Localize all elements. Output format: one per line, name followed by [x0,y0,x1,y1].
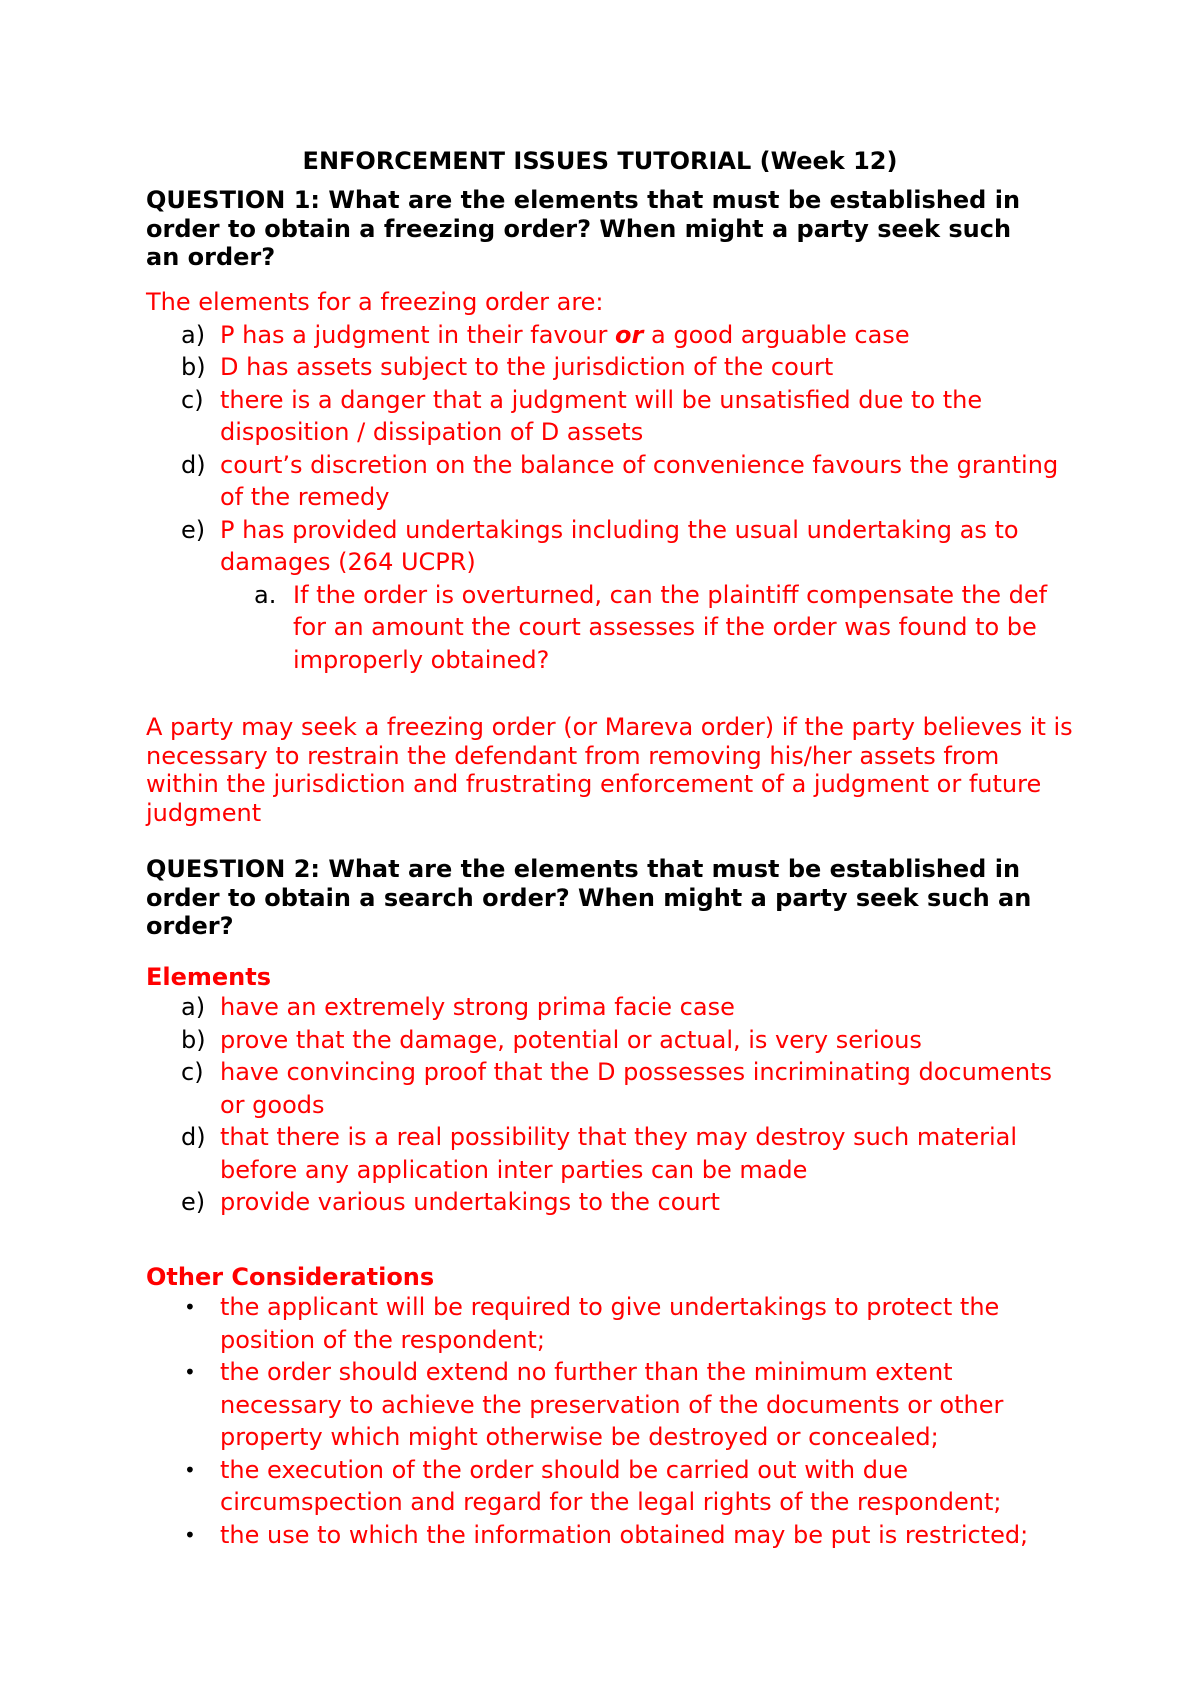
bullet-item-text: the applicant will be required to give undertakings to protect the position of the respondent; [220,1293,1000,1354]
bullet-item-text: the execution of the order should be carried out with due circumspection and regard for the legal rights of the respondent; [220,1455,1002,1516]
list-item-text: have an extremely strong prima facie case [220,993,735,1021]
question-2: QUESTION 2: What are the elements that must be established in order to obtain a search order? When might a party seek such an order? [146,855,1032,940]
list-marker: e) [181,1188,206,1216]
list-marker: d) [181,450,206,479]
bullet-item-text: the use to which the information obtained may be put is restricted; [220,1520,1029,1549]
list-item [146,1121,1066,1186]
freezing-order-intro: The elements for a freezing order are: [146,288,604,316]
sub-list [220,579,1066,677]
list-item-text-pre: P has a judgment in their favour [220,320,616,349]
list-item [146,384,1066,449]
list-item [146,449,1066,514]
list-item [146,514,1066,677]
list-marker: b) [181,1025,206,1054]
bullet-icon: • [184,1522,196,1547]
bullet-icon: • [184,1295,196,1319]
other-considerations-block [146,1263,1066,1551]
list-marker: c) [181,1058,204,1086]
elements-heading: Elements [146,963,272,991]
document-title: ENFORCEMENT ISSUES TUTORIAL (Week 12) [302,147,898,175]
other-considerations-list [146,1291,1066,1551]
sub-list-item-text: If the order is overturned, can the plaintiff compensate the def for an amount the court assesses if the order was found to be improperly obtained? [293,580,1048,674]
list-item-emphasis: or [615,320,644,349]
question-2-answer-block [146,963,1066,1219]
list-item [146,319,1066,352]
question-1: QUESTION 1: What are the elements that must be established in order to obtain a freezing order? When might a party seek such an order? [146,186,1021,271]
list-item-text: prove that the damage, potential or actual, is very serious [220,1025,922,1054]
list-item [146,1024,1066,1057]
list-marker: d) [181,1123,206,1151]
list-marker: a) [181,320,206,349]
list-marker: e) [181,515,206,544]
list-item-text: there is a danger that a judgment will be unsatisfied due to the disposition / dissipation of D assets [220,385,983,446]
bullet-icon: • [184,1457,196,1482]
bullet-item-text: the order should extend no further than the minimum extent necessary to achieve the preservation of the documents or other property which might otherwise be destroyed or concealed; [220,1358,1004,1451]
list-item [146,1186,1066,1219]
bullet-item [146,1356,1066,1454]
list-item-text: P has provided undertakings including the usual undertaking as to damages (264 UCPR) [220,515,1019,576]
list-marker: b) [181,353,206,381]
list-item [146,351,1066,384]
bullet-icon: • [184,1360,196,1384]
bullet-item [146,1519,1066,1552]
list-item-text: provide various undertakings to the court [220,1188,720,1216]
question-1-answer-block [146,286,1066,676]
list-item [146,991,1066,1024]
sub-list-item [146,579,1066,677]
list-marker: a) [181,993,206,1021]
search-order-elements-list [146,991,1066,1219]
freezing-order-explanation: A party may seek a freezing order (or Mareva order) if the party believes it is necessary to restrain the defendant from removing his/her assets from within the jurisdiction and frustrating enforcement of a judgment or future judgment [146,713,1073,827]
other-considerations-heading: Other Considerations [146,1263,435,1291]
list-item-text: that there is a real possibility that they may destroy such material before any application inter parties can be made [220,1123,1018,1184]
list-item [146,1056,1066,1121]
list-item-text: have convincing proof that the D possesses incriminating documents or goods [220,1058,1053,1119]
bullet-item [146,1291,1066,1356]
sub-list-marker: a. [254,580,277,609]
list-item-text: D has assets subject to the jurisdiction of the court [220,353,834,381]
freezing-order-elements-list [146,319,1066,677]
list-item-text-post: a good arguable case [643,320,910,349]
list-marker: c) [181,385,204,414]
list-item-text: court’s discretion on the balance of convenience favours the granting of the remedy [220,450,1059,511]
bullet-item [146,1454,1066,1519]
